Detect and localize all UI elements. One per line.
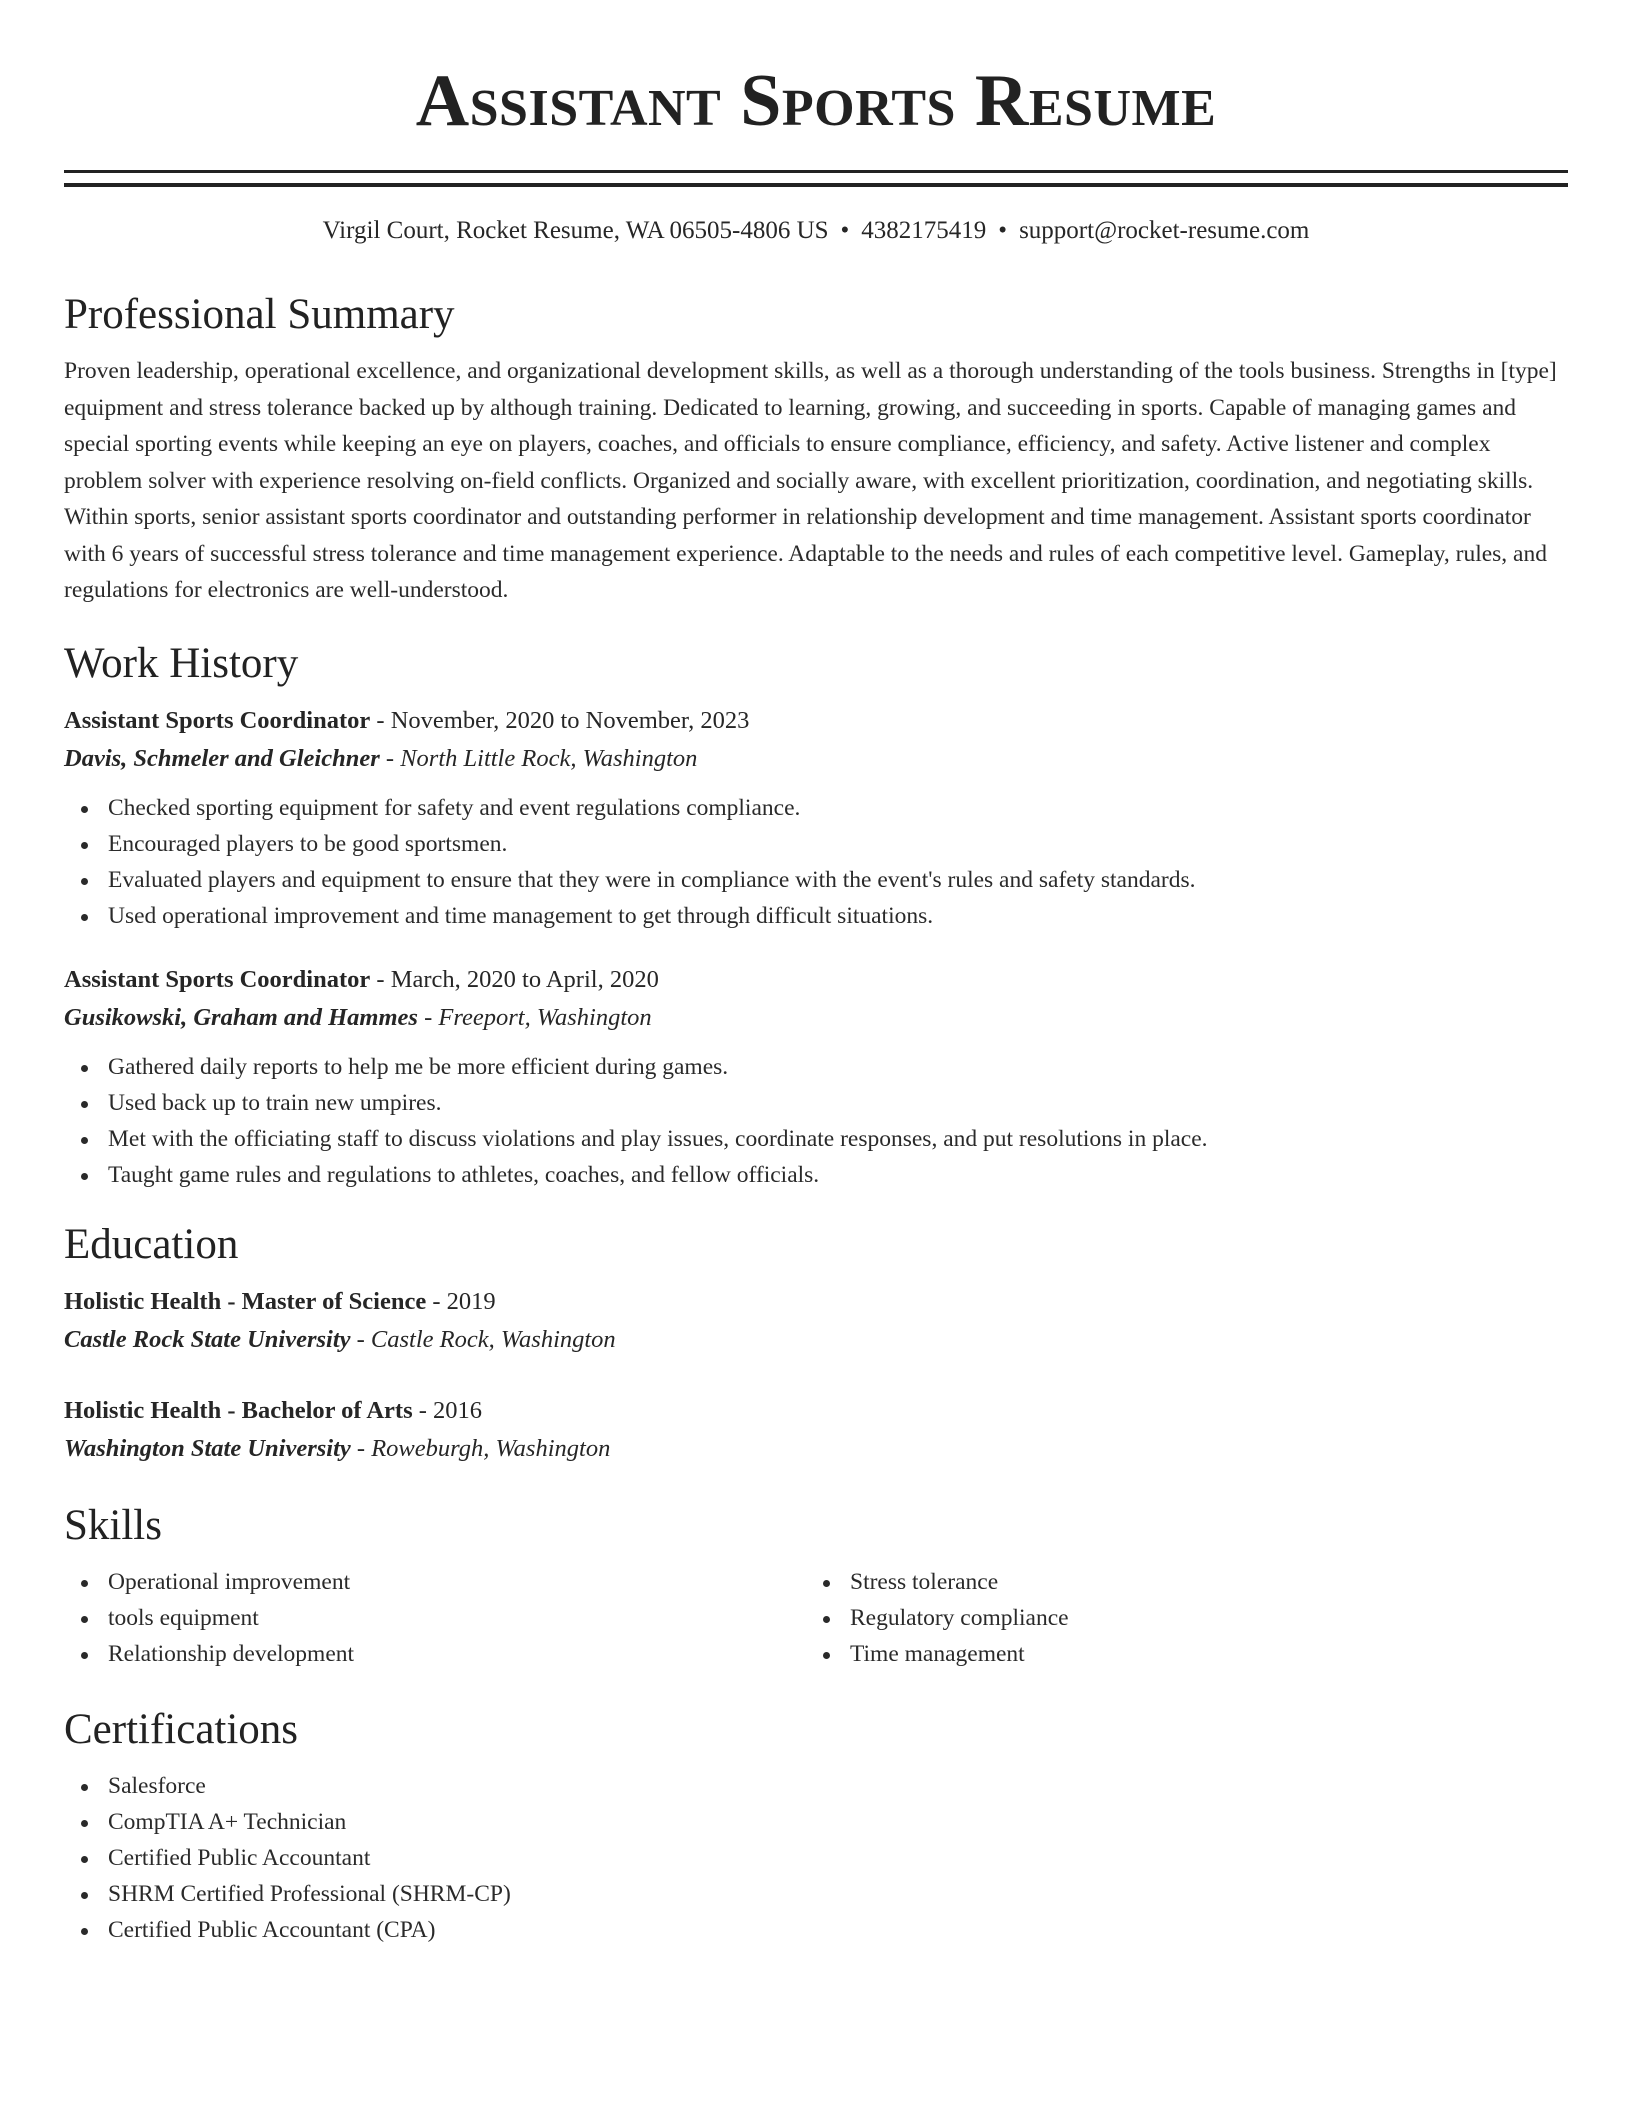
list-item: Encouraged players to be good sportsmen.: [64, 826, 1568, 862]
degree: Holistic Health - Master of Science: [64, 1287, 427, 1315]
list-item: Used back up to train new umpires.: [64, 1085, 1568, 1121]
degree-year: 2019: [446, 1287, 496, 1315]
list-item: Evaluated players and equipment to ensure that they were in compliance with the event's rules and safety standards.: [64, 862, 1568, 898]
school-line: [64, 1430, 1568, 1468]
summary-heading: Professional Summary: [64, 291, 455, 338]
job-dates: November, 2020 to November, 2023: [390, 706, 750, 734]
job-company-line: [64, 999, 1568, 1037]
school-line: [64, 1321, 1568, 1359]
job-location: North Little Rock, Washington: [400, 744, 698, 772]
list-item: Checked sporting equipment for safety and event regulations compliance.: [64, 790, 1568, 826]
list-item: Certified Public Accountant (CPA): [64, 1912, 1568, 1948]
title-divider: [64, 170, 1568, 187]
list-item: Salesforce: [64, 1768, 1568, 1804]
degree-line: [64, 1392, 1568, 1430]
summary-text: Proven leadership, operational excellence, and organizational development skills, as well as a thorough understanding of the tools business. Strengths in [type] equipment and stress tolerance backed up by although training. Dedicated to learning, growing, and succeeding in sports. Capable of managing games and special sporting events while keeping an eye on players, coaches, and officials to ensure compliance, efficiency, and safety. Active listener and complex problem solver with experience resolving on-field conflicts. Organized and socially aware, with excellent prioritization, coordination, and negotiating skills. Within sports, senior assistant sports coordinator and outstanding performer in relationship development and time management. Assistant sports coordinator with 6 years of successful stress tolerance and time management experience. Adaptable to the needs and rules of each competitive level. Gameplay, rules, and regulations for electronics are well-understood.: [64, 358, 1557, 603]
list-item: Used operational improvement and time management to get through difficult situations.: [64, 898, 1568, 934]
dash: -: [426, 1287, 447, 1315]
contact-email: support@rocket-resume.com: [1019, 217, 1310, 244]
dash: -: [350, 1325, 371, 1353]
job-title: Assistant Sports Coordinator: [64, 706, 371, 734]
skills-column-left: [64, 1564, 806, 1672]
list-item: Certified Public Accountant: [64, 1840, 1568, 1876]
job-location: Freeport, Washington: [438, 1003, 652, 1031]
skills-list: [64, 1564, 806, 1672]
education-heading: Education: [64, 1220, 239, 1268]
job-title-line: [64, 702, 1568, 740]
list-item: Operational improvement: [64, 1564, 806, 1600]
contact-separator: •: [998, 217, 1008, 244]
list-item: Met with the officiating staff to discuss violations and play issues, coordinate responses, and put resolutions in place.: [64, 1121, 1568, 1157]
list-item: tools equipment: [64, 1600, 806, 1636]
list-item: SHRM Certified Professional (SHRM-CP): [64, 1876, 1568, 1912]
contact-phone: 4382175419: [861, 217, 987, 244]
list-item: Stress tolerance: [806, 1564, 1548, 1600]
dash: -: [350, 1434, 372, 1462]
school: Washington State University: [64, 1434, 351, 1462]
job-dates: March, 2020 to April, 2020: [390, 965, 659, 993]
dash: -: [412, 1396, 434, 1424]
dash: -: [370, 965, 391, 993]
contact-line: [64, 215, 1568, 247]
certifications-heading: Certifications: [64, 1705, 299, 1753]
work-history-heading: Work History: [64, 639, 299, 687]
list-item: Gathered daily reports to help me be more efficient during games.: [64, 1049, 1568, 1085]
list-item: Taught game rules and regulations to athletes, coaches, and fellow officials.: [64, 1157, 1568, 1193]
job-bullets: [64, 1049, 1568, 1193]
skills-heading: Skills: [64, 1501, 162, 1549]
dash: -: [417, 1003, 439, 1031]
list-item: Regulatory compliance: [806, 1600, 1548, 1636]
job-title-line: [64, 961, 1568, 999]
certifications-list: [64, 1768, 1568, 1948]
school: Castle Rock State University: [64, 1325, 351, 1353]
degree-line: [64, 1283, 1568, 1321]
list-item: CompTIA A+ Technician: [64, 1804, 1568, 1840]
job-company: Davis, Schmeler and Gleichner: [64, 744, 380, 772]
resume-title: Assistant Sports Resume: [415, 60, 1217, 142]
school-location: Castle Rock, Washington: [370, 1325, 616, 1353]
school-location: Roweburgh, Washington: [371, 1434, 611, 1462]
job-company: Gusikowski, Graham and Hammes: [64, 1003, 418, 1031]
job-title: Assistant Sports Coordinator: [64, 965, 371, 993]
list-item: Time management: [806, 1636, 1548, 1672]
dash: -: [370, 706, 391, 734]
skills-list: [806, 1564, 1548, 1672]
job-company-line: [64, 740, 1568, 778]
list-item: Relationship development: [64, 1636, 806, 1672]
contact-separator: •: [840, 217, 850, 244]
contact-address: Virgil Court, Rocket Resume, WA 06505-4806 US: [322, 217, 829, 244]
degree-year: 2016: [433, 1396, 483, 1424]
skills-grid: [64, 1564, 1568, 1672]
degree: Holistic Health - Bachelor of Arts: [64, 1396, 413, 1424]
skills-column-right: [806, 1564, 1548, 1672]
job-bullets: [64, 790, 1568, 934]
dash: -: [379, 744, 401, 772]
